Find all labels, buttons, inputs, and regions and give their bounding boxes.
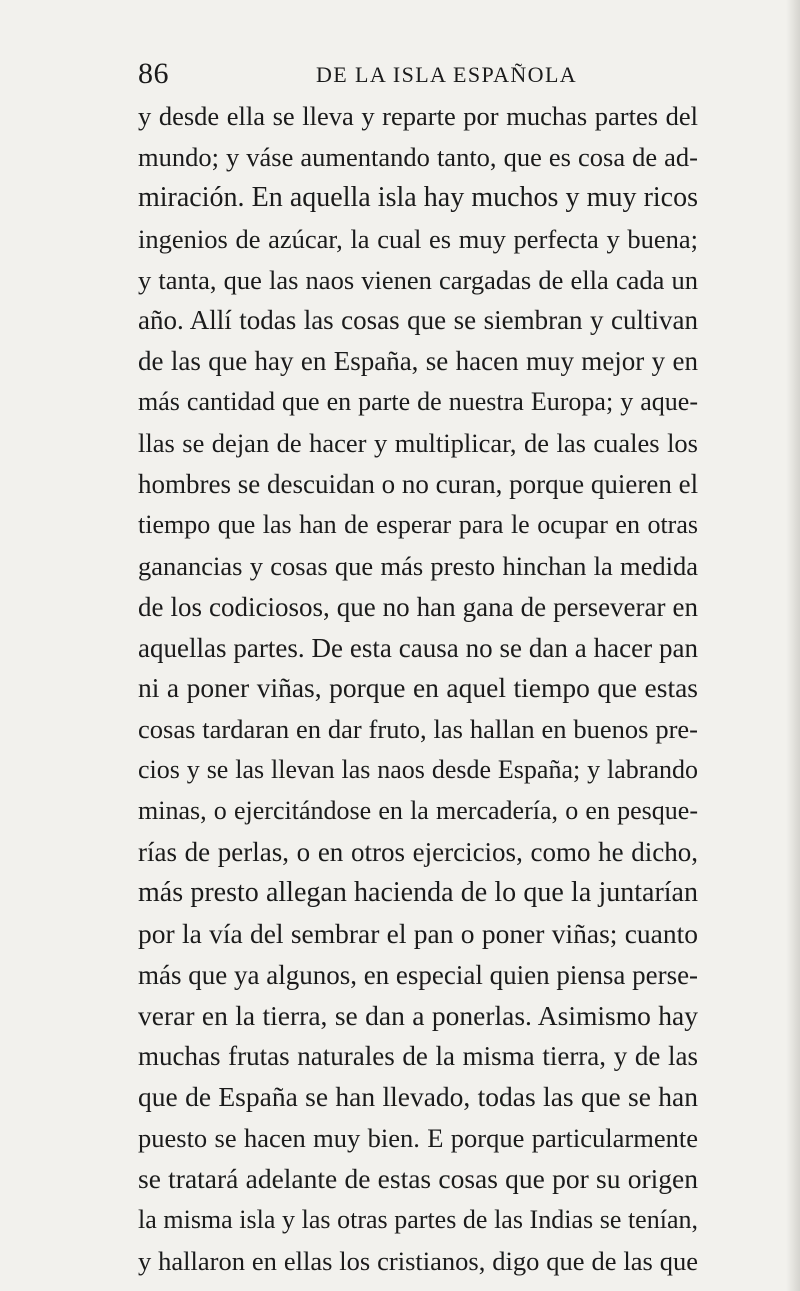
text-line: ganancias y cosas que más presto hinchan la medida	[138, 550, 698, 581]
text-line: verar en la tierra, se dan a ponerlas. Asimismo hay	[138, 999, 698, 1031]
text-line: la misma isla y las otras partes de las Indias se tenían,	[138, 1205, 698, 1235]
text-line: hombres se descuidan o no curan, porque quieren el	[138, 469, 699, 500]
text-line: tiempo que las han de esperar para le ocupar en otras	[138, 509, 698, 539]
page-number: 86	[138, 57, 169, 90]
text-line: miración. En aquella isla hay muchos y muy ricos	[138, 181, 698, 213]
text-line: y tanta, que las naos vienen cargadas de ella cada un	[138, 264, 698, 295]
text-line: muchas frutas naturales de la misma tierra, y de las	[138, 1041, 698, 1072]
text-line: y desde ella se lleva y reparte por muchas partes del	[138, 101, 698, 131]
text-line: que de España se han llevado, todas las que se han	[138, 1081, 698, 1113]
text-line: minas, o ejercitándose en la mercadería, o en pesque-	[138, 796, 698, 826]
text-line: y hallaron en ellas los cristianos, digo que de las que	[138, 1245, 698, 1276]
text-line: ingenios de azúcar, la cual es muy perfecta y buena;	[138, 223, 698, 254]
text-line: de los codiciosos, que no han gana de perseverar en	[138, 591, 698, 622]
text-line: llas se dejan de hacer y multiplicar, de las cuales los	[138, 428, 698, 459]
text-line: más presto allegan hacienda de lo que la juntarían	[138, 876, 698, 908]
text-line: cios y se las llevan las naos desde España; y labrando	[138, 755, 698, 785]
text-line: por la vía del sembrar el pan o poner viñas; cuanto	[138, 917, 698, 949]
text-line: rías de perlas, o en otros ejercicios, como he dicho,	[138, 837, 698, 868]
text-line: de las que hay en España, se hacen muy mejor y en	[138, 346, 698, 377]
page-header	[138, 56, 698, 92]
text-line: año. Allí todas las cosas que se siembran y cultivan	[138, 305, 698, 336]
text-line: aquellas partes. De esta causa no se dan a hacer pan	[138, 632, 698, 663]
page-edge-shadow	[786, 0, 800, 1291]
text-line: se tratará adelante de estas cosas que por su origen	[138, 1163, 698, 1195]
text-line: más cantidad que en parte de nuestra Europa; y aque-	[138, 387, 698, 417]
text-line: más que ya algunos, en especial quien piensa perse-	[138, 959, 699, 990]
text-line: ni a poner viñas, porque en aquel tiempo que estas	[138, 672, 698, 704]
body-text	[138, 96, 698, 1282]
text-line: cosas tardaran en dar fruto, las hallan en buenos pre-	[138, 714, 698, 745]
text-line: puesto se hacen muy bien. E porque particularmente	[138, 1123, 698, 1154]
running-head: DE LA ISLA ESPAÑOLA	[316, 62, 578, 87]
text-line: mundo; y váse aumentando tanto, que es cosa de ad-	[138, 141, 698, 172]
